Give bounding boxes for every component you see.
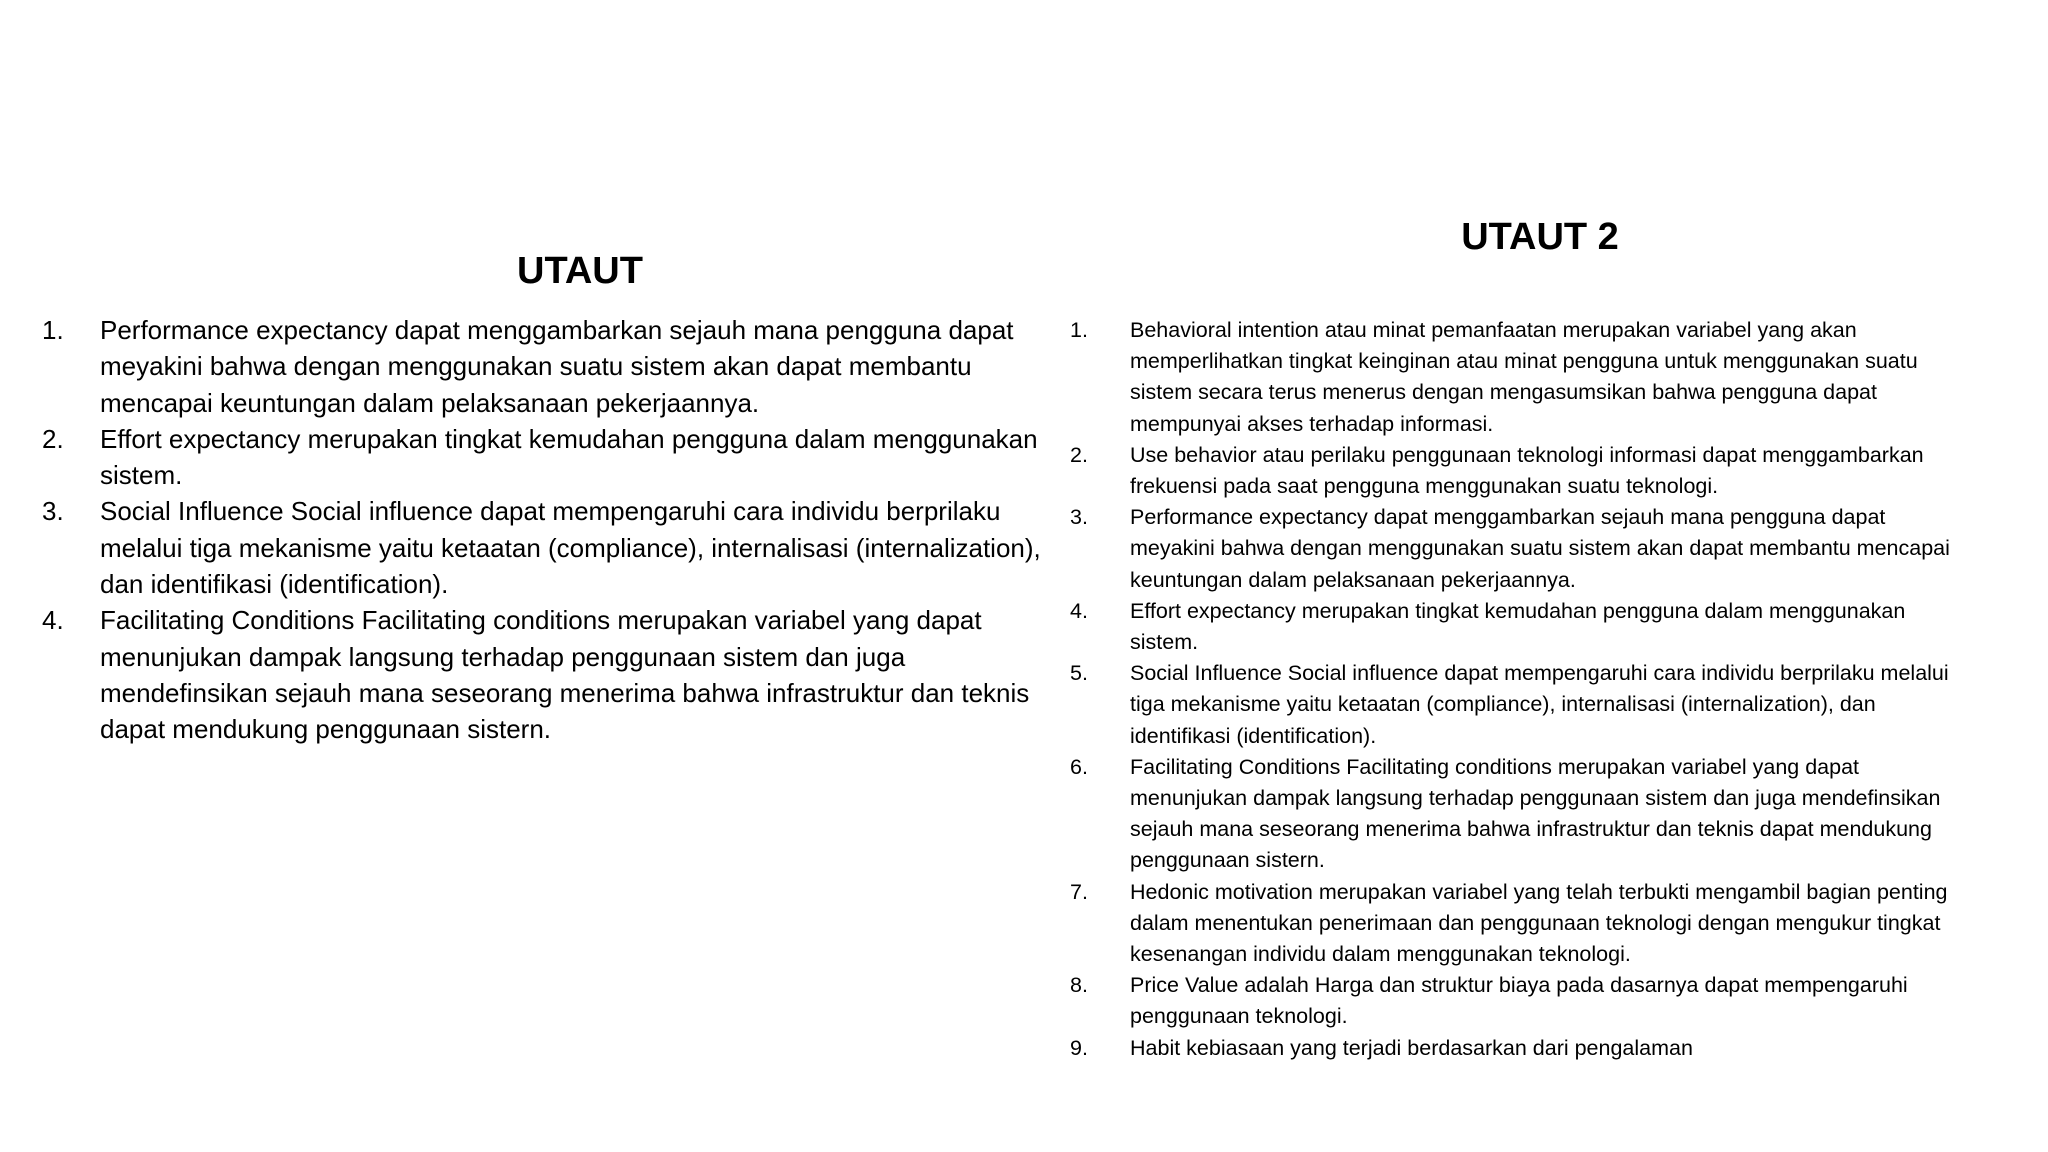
utaut2-list-item (1070, 658, 1970, 752)
list-item-number: 1. (42, 315, 64, 345)
list-item-number: 3. (42, 496, 64, 527)
list-item-text: Behavioral intention atau minat pemanfaatan merupakan variabel yang akan memperlihatkan tingkat keinginan atau minat pengguna untuk menggunakan suatu sistem secara terus menerus dengan mengasumsikan bahwa pengguna dapat mempunyai akses terhadap informasi. (1130, 318, 1918, 436)
list-item-number: 9. (1070, 1035, 1088, 1060)
list-item-number: 5. (1070, 661, 1088, 686)
utaut2-list-item (1070, 1033, 1970, 1064)
list-item-text: Price Value adalah Harga dan struktur biaya pada dasarnya dapat mempengaruhi penggunaan teknologi. (1130, 973, 1908, 1029)
list-item-number: 4. (42, 605, 64, 636)
utaut2-list-item (1070, 440, 1970, 502)
list-item-number: 2. (1070, 442, 1088, 467)
utaut2-list-item (1070, 970, 1970, 1032)
utaut2-title: UTAUT 2 (1461, 216, 1619, 258)
list-item-text: Hedonic motivation merupakan variabel yang telah terbukti mengambil bagian penting dalam menentukan penerimaan dan penggunaan teknologi dengan mengukur tingkat kesenangan individu dalam menggunakan teknologi. (1130, 879, 1948, 967)
list-item-text: Social Influence Social influence dapat mempengaruhi cara individu berprilaku melalui tiga mekanisme yaitu ketaatan (compliance), internalisasi (internalization), dan identifikasi (identification). (1130, 661, 1949, 748)
utaut2-list-item (1070, 596, 1970, 658)
list-item-text: Use behavior atau perilaku penggunaan teknologi informasi dapat menggambarkan frekuensi pada saat pengguna menggunakan suatu teknologi. (1130, 442, 1924, 499)
utaut-list-item (42, 421, 1052, 494)
list-item-number: 8. (1070, 973, 1088, 998)
list-item-number: 7. (1070, 879, 1088, 904)
utaut2-list-item (1070, 752, 1970, 877)
utaut-list (42, 312, 1052, 748)
list-item-text: Effort expectancy merupakan tingkat kemudahan pengguna dalam menggunakan sistem. (1130, 598, 1906, 655)
utaut-list-item (42, 493, 1052, 602)
utaut-title: UTAUT (517, 250, 643, 292)
utaut-list-item (42, 312, 1052, 421)
utaut2-list-item (1070, 502, 1970, 596)
utaut2-list (1070, 315, 1970, 1064)
utaut2-list-item (1070, 315, 1970, 440)
list-item-text: Facilitating Conditions Facilitating conditions merupakan variabel yang dapat menunjukan dampak langsung terhadap penggunaan sistem dan juga mendefinsikan sejauh mana seseorang menerima bahwa infrastruktur dan teknis dapat mendukung penggunaan sistern. (100, 605, 1030, 745)
utaut2-list-item (1070, 877, 1970, 971)
utaut-list-item (42, 602, 1052, 747)
list-item-number: 3. (1070, 505, 1088, 530)
list-item-number: 4. (1070, 598, 1088, 623)
list-item-text: Habit kebiasaan yang terjadi berdasarkan dari pengalaman (1130, 1035, 1693, 1060)
list-item-number: 6. (1070, 754, 1088, 779)
list-item-number: 1. (1070, 318, 1088, 342)
list-item-number: 2. (42, 423, 64, 454)
list-item-text: Effort expectancy merupakan tingkat kemudahan pengguna dalam menggunakan sistem. (100, 423, 1038, 491)
list-item-text: Performance expectancy dapat menggambarkan sejauh mana pengguna dapat meyakini bahwa dengan menggunakan suatu sistem akan dapat membantu mencapai keuntungan dalam pelaksanaan pekerjaannya. (100, 315, 1014, 418)
list-item-text: Performance expectancy dapat menggambarkan sejauh mana pengguna dapat meyakini bahwa dengan menggunakan suatu sistem akan dapat membantu mencapai keuntungan dalam pelaksanaan pekerjaannya. (1130, 505, 1950, 592)
list-item-text: Facilitating Conditions Facilitating conditions merupakan variabel yang dapat menunjukan dampak langsung terhadap penggunaan sistem dan juga mendefinsikan sejauh mana seseorang menerima bahwa infrastruktur dan teknis dapat mendukung penggunaan sistern. (1130, 754, 1941, 873)
list-item-text: Social Influence Social influence dapat mempengaruhi cara individu berprilaku melalui tiga mekanisme yaitu ketaatan (compliance), internalisasi (internalization), dan identifikasi (identification). (100, 496, 1041, 600)
